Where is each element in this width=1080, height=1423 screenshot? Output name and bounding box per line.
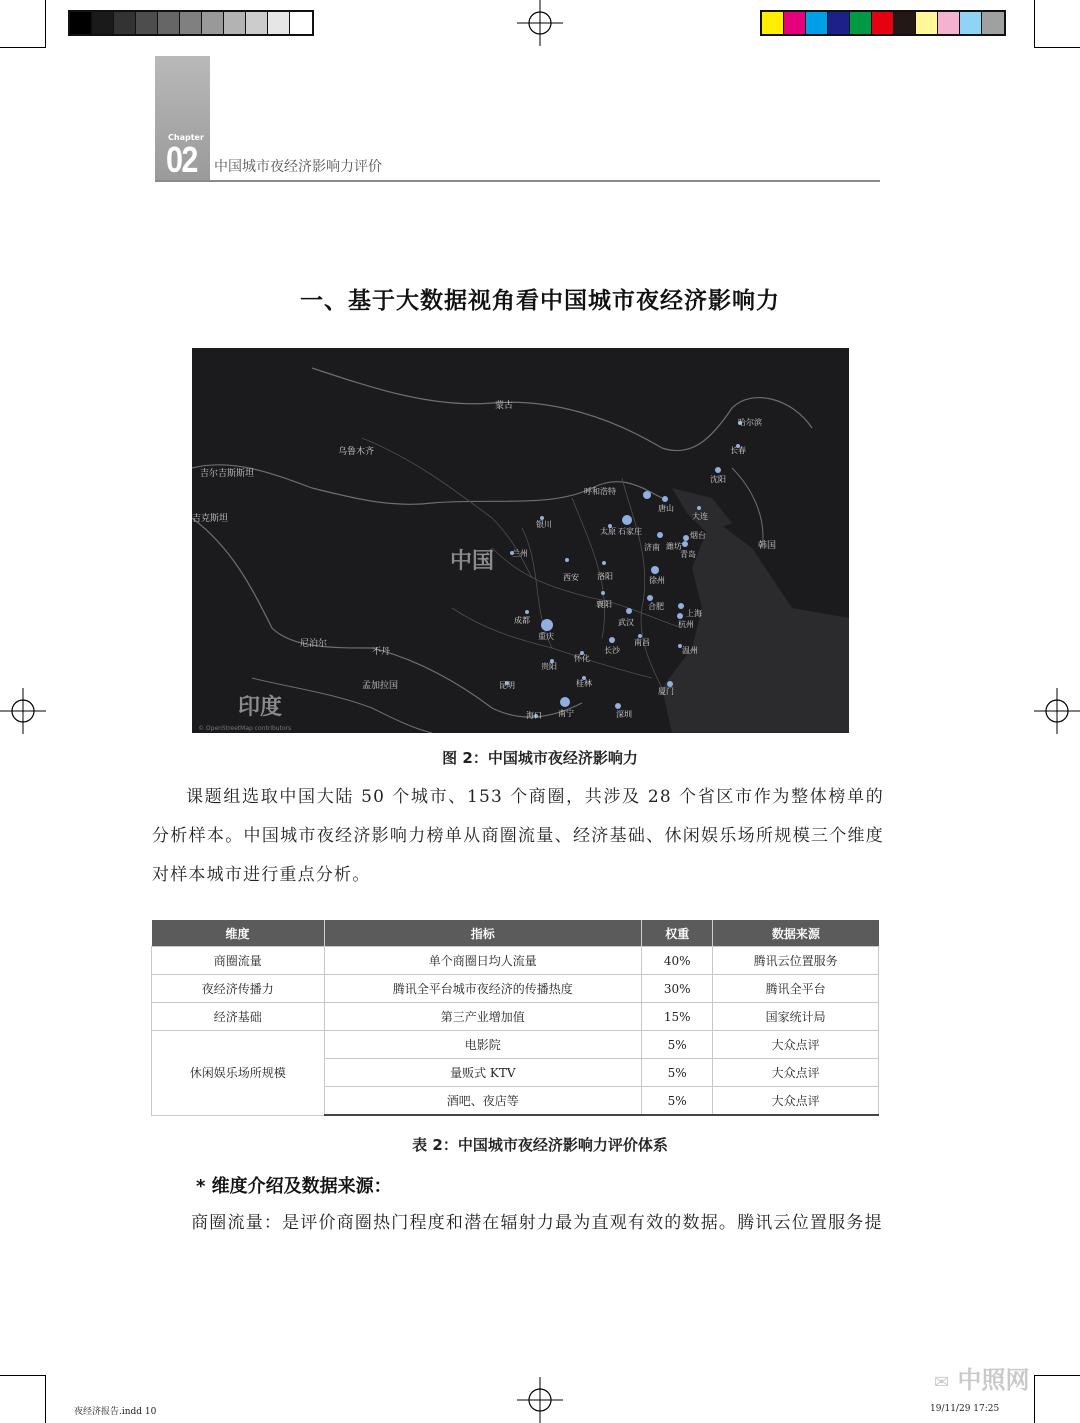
cell-source: 国家统计局 <box>713 1003 879 1031</box>
city-label: 烟台 <box>690 531 706 540</box>
city-label: 桂林 <box>576 679 592 688</box>
watermark-text: 中照网 <box>957 1366 1030 1394</box>
city-label: 海口 <box>526 711 542 720</box>
city-label: 温州 <box>682 646 698 655</box>
country-label: 印度 <box>238 695 283 720</box>
header-indicator: 指标 <box>324 920 642 947</box>
footer-file-info: 夜经济报告.indd 10 <box>74 1407 157 1417</box>
cell-indicator: 腾讯全平台城市夜经济的传播热度 <box>324 975 642 1003</box>
city-label: 呼和浩特 <box>584 487 616 496</box>
city-label: 武汉 <box>618 618 634 627</box>
table-row <box>152 975 879 1003</box>
cell-weight: 30% <box>642 975 713 1003</box>
registration-mark-icon <box>517 0 563 46</box>
crop-mark <box>45 1375 46 1423</box>
cell-indicator: 单个商圈日均人流量 <box>324 947 642 975</box>
cell-source: 大众点评 <box>713 1087 879 1116</box>
registration-mark-icon <box>0 688 46 734</box>
city-label: 南宁 <box>558 709 574 718</box>
city-label: 兰州 <box>512 549 528 558</box>
city-label: 银川 <box>536 520 552 529</box>
region-label: 尼泊尔 <box>300 639 328 649</box>
city-label: 沈阳 <box>710 475 726 484</box>
crop-mark <box>1034 0 1035 48</box>
watermark <box>934 1360 1029 1395</box>
chapter-title: 中国城市夜经济影响力评价 <box>214 159 382 175</box>
wechat-icon: ✉ <box>934 1372 950 1393</box>
cell-weight: 40% <box>642 947 713 975</box>
city-label: 洛阳 <box>597 572 613 581</box>
dimension-heading: * 维度介绍及数据来源： <box>196 1176 392 1197</box>
city-label: 上海 <box>686 609 702 618</box>
cell-source: 腾讯全平台 <box>713 975 879 1003</box>
cell-source: 腾讯云位置服务 <box>713 947 879 975</box>
table-row <box>152 1031 879 1059</box>
city-label: 南昌 <box>634 638 650 647</box>
cell-weight: 5% <box>642 1059 713 1087</box>
city-label: 贵阳 <box>541 662 557 671</box>
cell-source: 大众点评 <box>713 1031 879 1059</box>
city-label: 成都 <box>514 616 530 625</box>
cell-indicator: 第三产业增加值 <box>324 1003 642 1031</box>
intro-paragraph: 课题组选取中国大陆 50 个城市、153 个商圈，共涉及 28 个省区市作为整体榜单的分析样本。中国城市夜经济影响力榜单从商圈流量、经济基础、休闲娱乐场所规模三个维度对样本城市进行重点分析。 <box>152 787 884 885</box>
cell-weight: 15% <box>642 1003 713 1031</box>
cell-dimension: 夜经济传播力 <box>152 975 325 1003</box>
header-source: 数据来源 <box>713 920 879 947</box>
city-label: 合肥 <box>648 602 664 611</box>
color-bar <box>760 10 1006 36</box>
city-label: 青岛 <box>680 550 696 559</box>
table-row <box>152 947 879 975</box>
region-label: 孟加拉国 <box>362 681 399 691</box>
city-label: 徐州 <box>649 576 665 585</box>
country-label: 中国 <box>450 549 495 574</box>
crop-mark <box>1034 1375 1035 1423</box>
section-title: 一、基于大数据视角看中国城市夜经济影响力 <box>300 288 780 314</box>
chapter-word: Chapter <box>168 133 204 142</box>
cell-weight: 5% <box>642 1031 713 1059</box>
region-label: 吉克斯坦 <box>192 514 229 524</box>
cell-dimension: 经济基础 <box>152 1003 325 1031</box>
region-label: 乌鲁木齐 <box>338 447 375 457</box>
city-label: 太原 <box>600 527 616 536</box>
header-weight: 权重 <box>642 920 713 947</box>
region-label: 韩国 <box>758 541 777 551</box>
map-attribution: © OpenStreetMap contributors <box>198 725 292 732</box>
table-header-row <box>152 920 879 947</box>
crop-mark <box>45 0 46 48</box>
figure-caption: 图 2：中国城市夜经济影响力 <box>442 749 638 767</box>
city-label: 深圳 <box>616 710 632 719</box>
chapter-number: 02 <box>166 139 197 180</box>
table-row <box>152 1003 879 1031</box>
crop-mark <box>1034 47 1080 48</box>
city-label: 石家庄 <box>618 527 642 536</box>
city-label: 济南 <box>644 543 660 552</box>
header-dimension: 维度 <box>152 920 325 947</box>
city-label: 长春 <box>730 446 746 455</box>
cell-source: 大众点评 <box>713 1059 879 1087</box>
footer-timestamp: 19/11/29 17:25 <box>930 1404 1000 1414</box>
grayscale-bar <box>68 10 314 36</box>
region-label: 吉尔吉斯斯坦 <box>200 469 255 479</box>
cell-dimension: 休闲娱乐场所规模 <box>152 1031 325 1116</box>
city-label: 昆明 <box>499 681 515 690</box>
region-label: 蒙古 <box>495 401 514 411</box>
cell-indicator: 量贩式 KTV <box>324 1059 642 1087</box>
cell-indicator: 电影院 <box>324 1031 642 1059</box>
map-borders <box>192 348 849 733</box>
cell-indicator: 酒吧、夜店等 <box>324 1087 642 1116</box>
crop-mark <box>1034 1375 1080 1376</box>
crop-mark <box>0 1375 46 1376</box>
table-caption: 表 2：中国城市夜经济影响力评价体系 <box>412 1136 668 1154</box>
registration-mark-icon <box>517 1377 563 1423</box>
city-label: 重庆 <box>538 632 554 641</box>
city-label: 唐山 <box>658 504 674 513</box>
cell-dimension: 商圈流量 <box>152 947 325 975</box>
registration-mark-icon <box>1034 688 1080 734</box>
city-label: 潍坊 <box>666 542 682 551</box>
dimension-paragraph: 商圈流量：是评价商圈热门程度和潜在辐射力最为直观有效的数据。腾讯云位置服务提 <box>191 1213 883 1233</box>
city-label: 怀化 <box>574 654 590 663</box>
evaluation-table <box>151 920 879 1116</box>
city-label: 襄阳 <box>596 600 612 609</box>
region-label: 不丹 <box>372 647 391 657</box>
city-label: 杭州 <box>678 620 694 629</box>
cell-weight: 5% <box>642 1087 713 1116</box>
city-label: 长沙 <box>604 646 620 655</box>
city-label: 西安 <box>563 573 579 582</box>
china-night-map <box>192 348 849 733</box>
city-label: 哈尔滨 <box>738 418 762 427</box>
city-label: 厦门 <box>658 687 674 696</box>
crop-mark <box>0 47 46 48</box>
header-rule <box>155 180 880 182</box>
city-label: 大连 <box>692 512 708 521</box>
